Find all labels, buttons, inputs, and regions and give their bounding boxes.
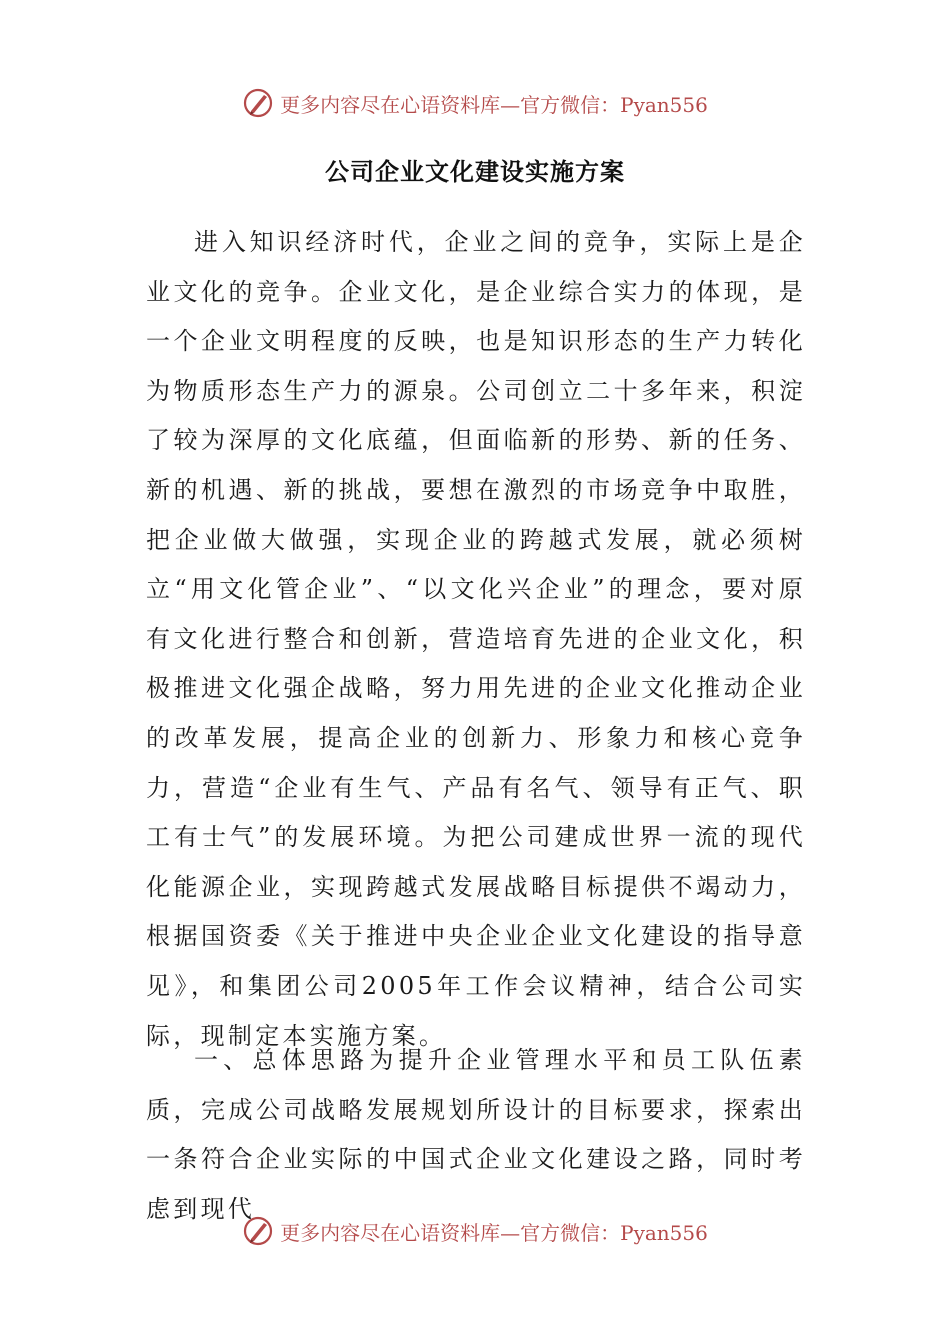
pen-circle-logo-icon	[242, 1215, 274, 1247]
footer-watermark-banner	[0, 1211, 950, 1251]
pen-circle-logo-icon	[242, 87, 274, 119]
body-paragraph-intro: 进入知识经济时代，企业之间的竞争，实际上是企业文化的竞争。企业文化，是企业综合实力的体现，是一个企业文明程度的反映，也是知识形态的生产力转化为物质形态生产力的源泉。公司创立二十多年来，积淀了较为深厚的文化底蕴，但面临新的形势、新的任务、新的机遇、新的挑战，要想在激烈的市场竞争中取胜，把企业做大做强，实现企业的跨越式发展，就必须树立“用文化管企业”、“以文化兴企业”的理念，要对原有文化进行整合和创新，营造培育先进的企业文化，积极推进文化强企战略，努力用先进的企业文化推动企业的改革发展，提高企业的创新力、形象力和核心竞争力，营造“企业有生气、产品有名气、领导有正气、职工有士气”的发展环境。为把公司建成世界一流的现代化能源企业，实现跨越式发展战略目标提供不竭动力，根据国资委《关于推进中央企业企业文化建设的指导意见》，和集团公司2005年工作会议精神，结合公司实际，现制定本实施方案。	[146, 228, 806, 1050]
body-paragraph-section-1: 一、总体思路为提升企业管理水平和员工队伍素质，完成公司战略发展规划所设计的目标要求，探索出一条符合企业实际的中国式企业文化建设之路，同时考虑到现代	[146, 1046, 806, 1223]
header-watermark-text: 更多内容尽在心语资料库—官方微信：Pyan556	[280, 92, 708, 117]
header-watermark-banner	[0, 83, 950, 123]
document-title: 公司企业文化建设实施方案	[325, 158, 625, 186]
footer-watermark-text: 更多内容尽在心语资料库—官方微信：Pyan556	[280, 1220, 708, 1245]
